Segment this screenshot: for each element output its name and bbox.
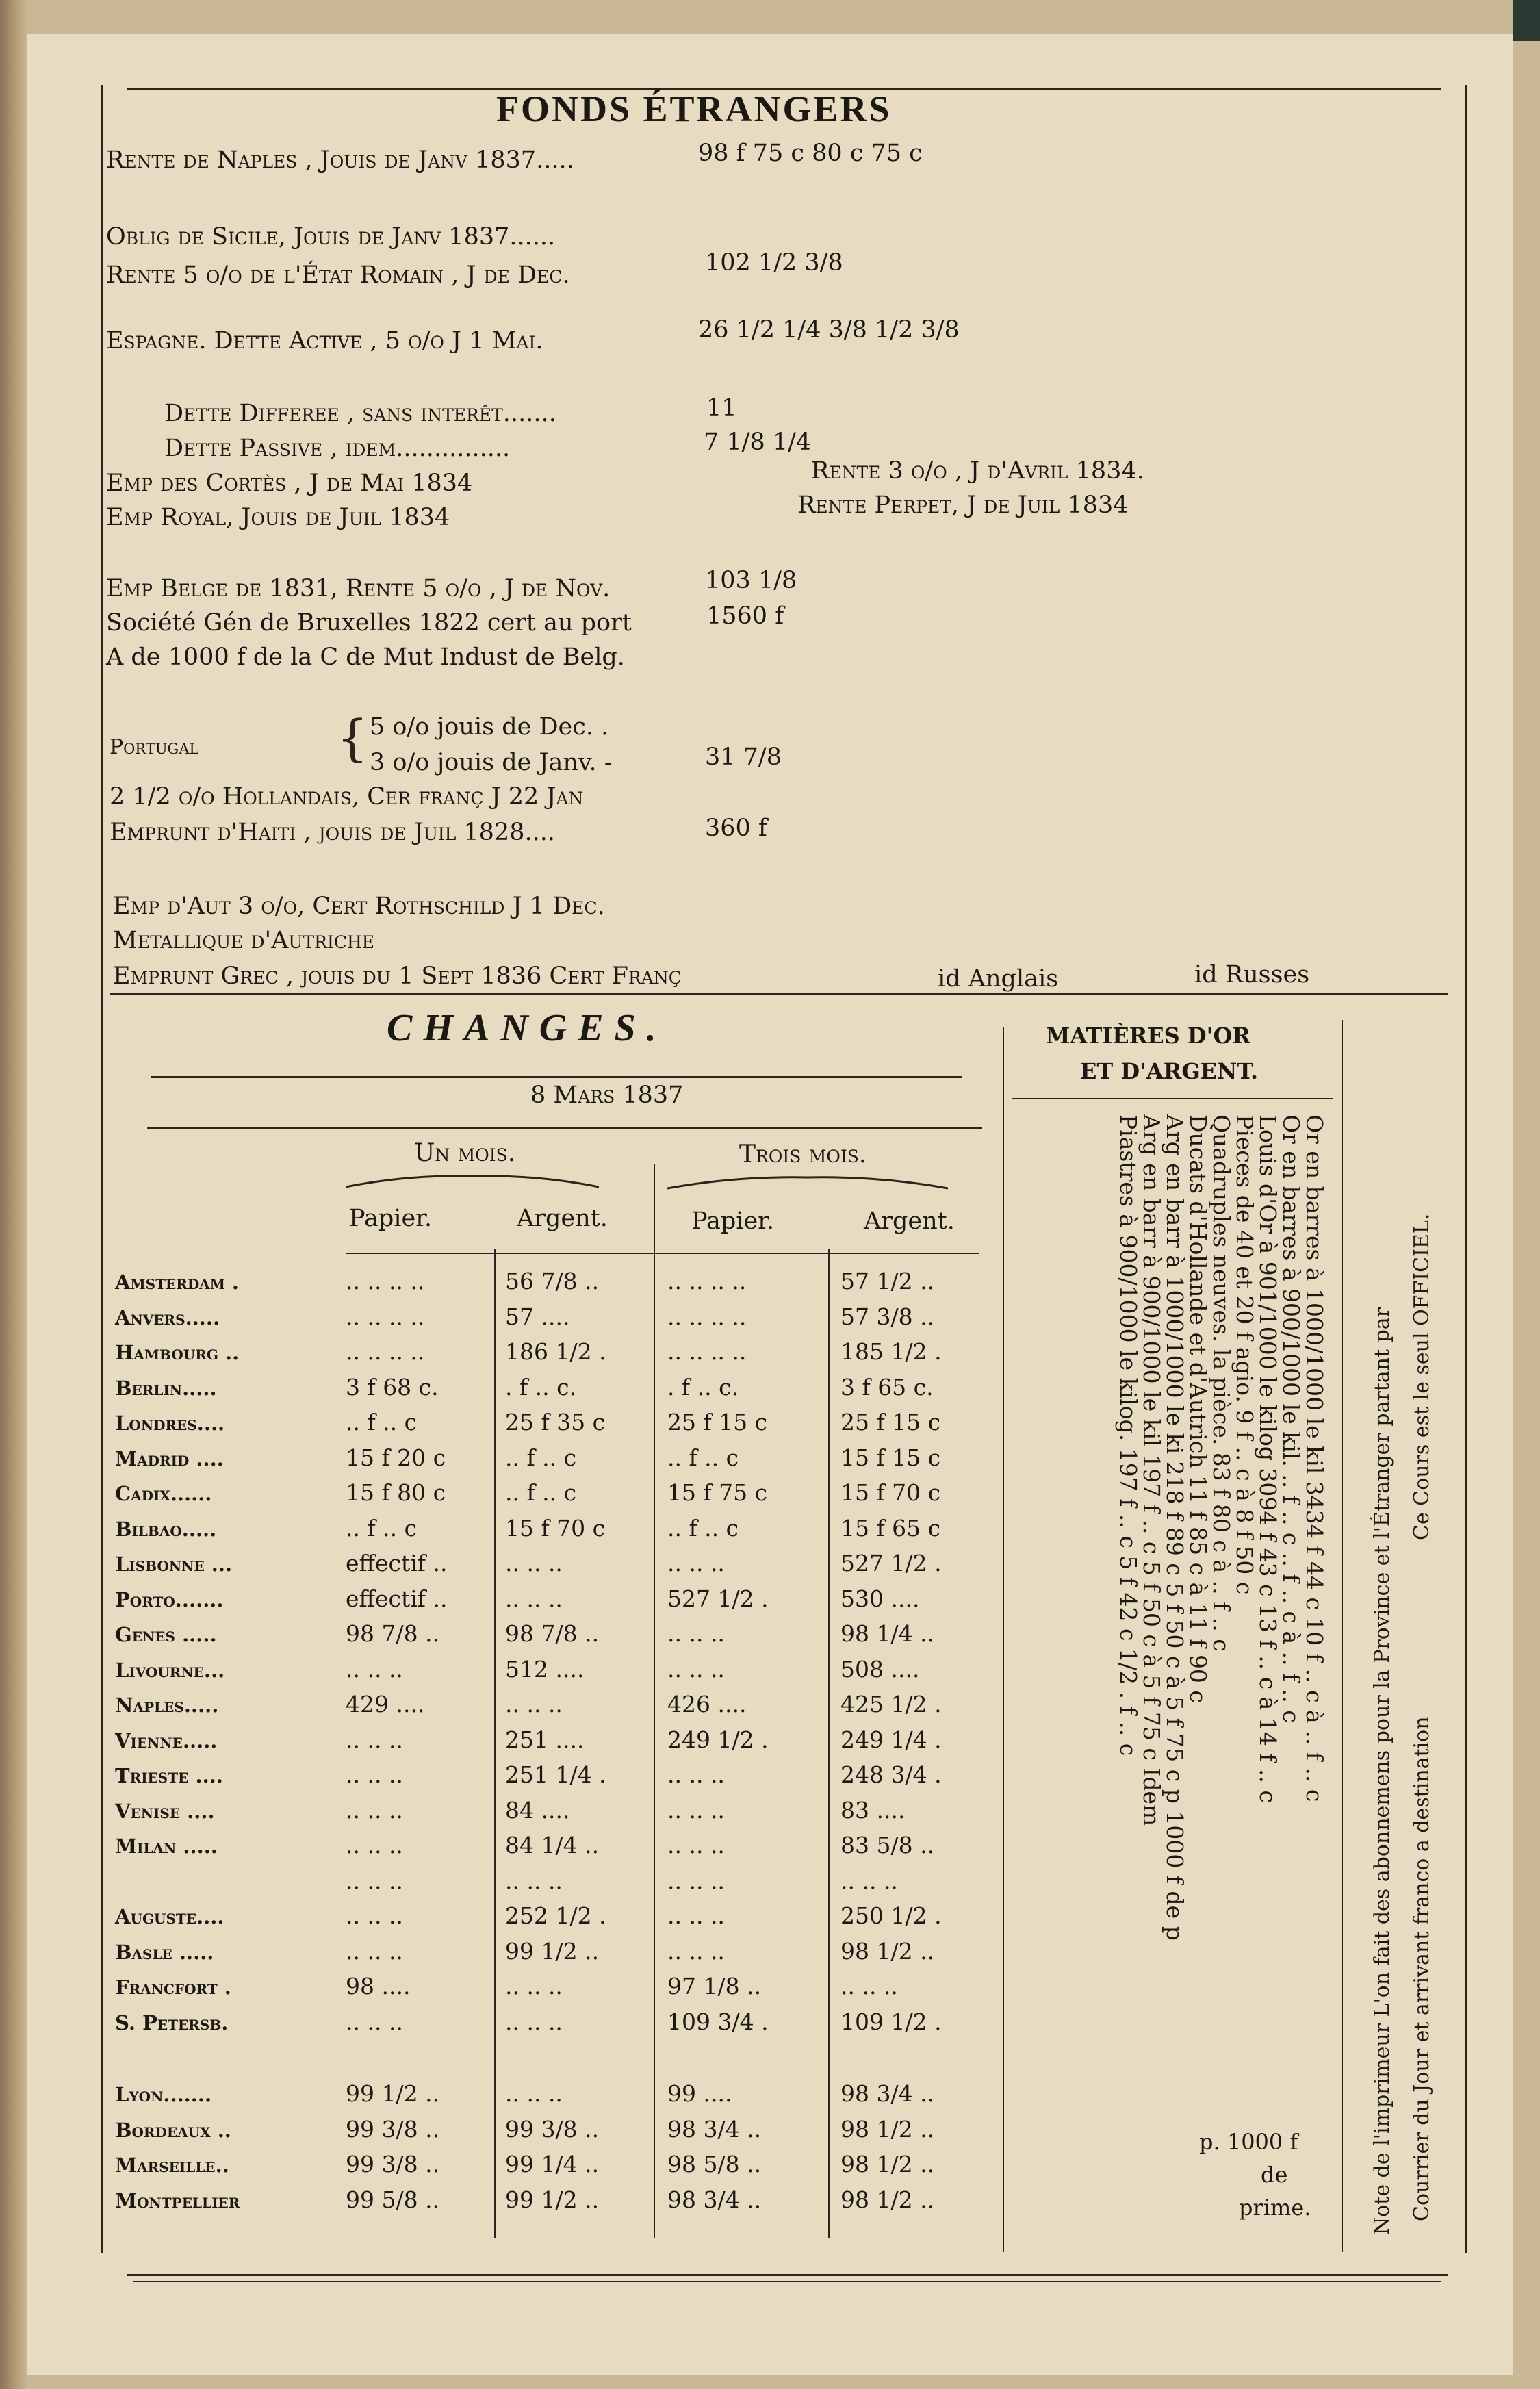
rate-cell: .. .. .. [667, 1902, 725, 1929]
city-label: Bordeaux .. [115, 2118, 231, 2142]
matieres-rule [1012, 1098, 1333, 1099]
fonds-bottom-rule [110, 993, 1448, 995]
side-rente-perpet: Rente Perpet, J de Juil 1834 [797, 491, 1129, 519]
fonds-row: Emp d'Aut 3 o/o, Cert Rothschild J 1 Dec. [113, 893, 605, 920]
matieres-line: Arg en barr à 1000/1000 le ki 218 f 89 c 5 f 50 c à 5 f 75 c p 1000 f de p [1162, 1114, 1188, 1941]
rate-cell: . f .. c. [505, 1373, 577, 1401]
fonds-row: Dette Passive , idem............... [164, 435, 511, 462]
rate-cell: .. .. .. [346, 1867, 403, 1894]
rate-cell: 84 .... [505, 1796, 570, 1824]
changes-title: CHANGES. [387, 1007, 667, 1049]
portugal-brace: { [337, 709, 368, 767]
rate-cell: 251 .... [505, 1726, 585, 1753]
rate-cell: .. .. .. [667, 1796, 725, 1824]
matieres-line: Arg en barr à 900/1000 le kil 197 f .. c 5 f 50 c à 5 f 75 c Idem [1138, 1114, 1165, 1826]
city-label: Auguste.... [115, 1905, 224, 1928]
fonds-value: 103 1/8 [705, 567, 797, 594]
rate-cell: 83 5/8 .. [840, 1832, 935, 1858]
rate-cell: 99 3/8 .. [346, 2115, 440, 2143]
rate-cell: .. .. .. [346, 1902, 403, 1929]
bottom-rule [127, 2274, 1448, 2276]
rate-cell: 530 .... [840, 1585, 920, 1612]
rate-cell: .. .. .. [346, 1832, 403, 1858]
rate-cell: 56 7/8 .. [505, 1268, 600, 1294]
fonds-value: 102 1/2 3/8 [705, 249, 843, 277]
fonds-value: 31 7/8 [705, 743, 782, 771]
rate-cell: 57 3/8 .. [840, 1303, 935, 1330]
col-header-rule [346, 1253, 979, 1254]
rate-cell: 99 1/2 .. [505, 1937, 600, 1965]
rate-cell: .. .. .. [346, 2008, 403, 2035]
trois-mois-header: Trois mois. [739, 1140, 867, 1168]
rate-cell: 15 f 15 c [840, 1444, 941, 1471]
rate-cell: .. f .. c [346, 1514, 418, 1542]
col-rule [654, 1164, 655, 2238]
rate-cell: .. f .. c [346, 1409, 418, 1435]
city-label: Venise .... [115, 1799, 215, 1823]
rate-cell: 98 1/4 .. [840, 1620, 935, 1647]
rate-cell: 250 1/2 . [840, 1902, 942, 1929]
rate-cell: 98 5/8 .. [667, 2151, 762, 2177]
matieres-p1000: p. 1000 f [1199, 2129, 1298, 2155]
note-line-2b-text: Ce Cours est le seul OFFICIEL. [1410, 1213, 1434, 1540]
rate-cell: .. .. .. [667, 1655, 725, 1683]
rate-cell: .. .. .. .. [667, 1303, 747, 1330]
rate-cell: 99 1/2 .. [346, 2080, 440, 2107]
portugal-line: 5 o/o jouis de Dec. . [370, 713, 609, 741]
changes-date-rule [147, 1127, 982, 1129]
fonds-row: Espagne. Dette Active , 5 o/o J 1 Mai. [106, 327, 543, 355]
rate-cell: 426 .... [667, 1691, 747, 1717]
rate-cell: 15 f 70 c [505, 1514, 606, 1542]
rate-cell: 15 f 75 c [667, 1479, 768, 1506]
matieres-prime: prime. [1239, 2195, 1311, 2221]
city-label: Basle ..... [115, 1940, 214, 1964]
trois-mois-bracket [667, 1173, 948, 1191]
rate-cell: 98 1/2 .. [840, 1937, 935, 1965]
note-line-2b [1410, 1214, 1434, 1540]
matieres-title: ET D'ARGENT. [1080, 1058, 1259, 1084]
fonds-row: Rente 5 o/o de l'État Romain , J de Dec. [106, 261, 570, 289]
city-label: Lisbonne ... [115, 1553, 233, 1576]
rate-cell: .. .. .. [667, 1832, 725, 1858]
grec-anglais: id Anglais [938, 965, 1059, 993]
rate-cell: 98 7/8 .. [505, 1620, 600, 1647]
city-label: Bilbao..... [115, 1517, 217, 1541]
rate-cell: 527 1/2 . [667, 1585, 769, 1612]
rate-cell: 99 1/4 .. [505, 2151, 600, 2177]
fonds-row: Société Gén de Bruxelles 1822 cert au port [106, 609, 632, 637]
fonds-value: 98 f 75 c 80 c 75 c [698, 140, 923, 167]
note-line-2a: Courrier du Jour et arrivant franco a destination [1410, 1716, 1434, 2221]
fonds-row: 2 1/2 o/o Hollandais, Cer franç J 22 Jan [110, 783, 584, 810]
col-rule [1342, 1020, 1343, 2252]
city-label: Amsterdam . [115, 1270, 240, 1294]
rate-cell: 429 .... [346, 1691, 425, 1717]
rate-cell: 98 7/8 .. [346, 1620, 440, 1647]
rate-cell: 83 .... [840, 1796, 906, 1824]
rate-cell: .. .. .. .. [346, 1268, 425, 1294]
rate-cell: .. .. .. [667, 1550, 725, 1576]
rate-cell: 25 f 15 c [667, 1409, 768, 1435]
rate-cell: .. .. .. [505, 1867, 563, 1894]
rate-cell: 98 1/2 .. [840, 2151, 935, 2177]
rate-cell: .. .. .. [840, 1867, 898, 1894]
rate-cell: 527 1/2 . [840, 1550, 942, 1576]
rate-cell: .. .. .. [505, 1973, 563, 2000]
changes-title-rule [151, 1076, 962, 1078]
rate-cell: .. .. .. .. [346, 1303, 425, 1330]
city-label: Cadix...... [115, 1482, 212, 1505]
rate-cell: .. f .. c [667, 1514, 739, 1542]
rate-cell: .. .. .. [667, 1620, 725, 1647]
rate-cell: .. f .. c [667, 1444, 739, 1471]
rate-cell: 99 .... [667, 2080, 732, 2107]
rate-cell: . f .. c. [667, 1373, 739, 1401]
city-label: Naples..... [115, 1694, 219, 1717]
city-label: Anvers..... [115, 1305, 220, 1329]
matieres-de: de [1261, 2162, 1288, 2188]
page-edge [0, 0, 27, 2389]
rate-cell: 98 1/2 .. [840, 2186, 935, 2213]
rate-cell: .. .. .. [346, 1726, 403, 1753]
rate-cell: 99 5/8 .. [346, 2186, 440, 2213]
rate-cell: .. f .. c [505, 1479, 577, 1506]
rate-cell: 99 3/8 .. [505, 2115, 600, 2143]
col-rule [828, 1249, 830, 2238]
rate-cell: 15 f 20 c [346, 1444, 446, 1471]
note-line-1: Note de l'imprimeur L'on fait des abonnemens pour la Province et l'Étranger partant par [1370, 1307, 1394, 2235]
fonds-row: Emprunt d'Haiti , jouis de Juil 1828.... [110, 819, 556, 846]
col-rule [494, 1249, 496, 2238]
city-label: Vienne..... [115, 1728, 218, 1752]
fonds-value: 26 1/2 1/4 3/8 1/2 3/8 [698, 316, 960, 344]
rate-cell: 98 3/4 .. [667, 2186, 762, 2213]
rate-cell: 109 1/2 . [840, 2008, 942, 2035]
fonds-title: FONDS ÉTRANGERS [496, 88, 892, 129]
rate-cell: 84 1/4 .. [505, 1832, 600, 1858]
matieres-title: MATIÈRES D'OR [1046, 1023, 1250, 1049]
city-label: Milan ..... [115, 1835, 218, 1858]
rate-cell: 508 .... [840, 1655, 920, 1683]
city-label: Madrid .... [115, 1446, 224, 1470]
rate-cell: .. .. .. [505, 2080, 563, 2107]
rate-cell: 185 1/2 . [840, 1338, 942, 1365]
rate-cell: .. .. .. .. [667, 1268, 747, 1294]
rate-cell: 25 f 15 c [840, 1409, 941, 1435]
rate-cell: 3 f 65 c. [840, 1373, 934, 1401]
un-mois-header: Un mois. [414, 1139, 516, 1167]
matieres-line: Quadruples neuves. la pièce. 83 f 80 c à .. f .. c [1208, 1114, 1235, 1652]
rate-cell: .. .. .. [505, 2008, 563, 2035]
matieres-line: Louis d'Or à 901/1000 le kilog 3094 f 43 c 13 f .. c à 14 f .. c [1255, 1114, 1281, 1803]
matieres-line: Or en barres à 900/1000 le kil. .. f .. c .. f .. c à .. f .. c [1278, 1114, 1305, 1723]
side-rente-3: Rente 3 o/o , J d'Avril 1834. [811, 457, 1144, 485]
city-label: Montpellier [115, 2188, 240, 2212]
fonds-value: 7 1/8 1/4 [704, 429, 812, 456]
col-header-argent-2: Argent. [864, 1208, 955, 1235]
city-label: Porto....... [115, 1587, 224, 1611]
rate-cell: 98 3/4 .. [840, 2080, 935, 2107]
rate-cell: .. f .. c [505, 1444, 577, 1471]
fonds-row: Dette Differee , sans interêt....... [164, 400, 556, 427]
rate-cell: 252 1/2 . [505, 1902, 606, 1929]
rate-cell: 186 1/2 . [505, 1338, 606, 1365]
rate-cell: effectif .. [346, 1550, 448, 1576]
rate-cell: .. .. .. .. [346, 1338, 425, 1365]
city-label: Londres.... [115, 1411, 225, 1435]
city-label: Marseille.. [115, 2154, 229, 2177]
rate-cell: 512 .... [505, 1655, 585, 1683]
city-label: Berlin..... [115, 1376, 217, 1400]
rate-cell: .. .. .. [840, 1973, 898, 2000]
rate-cell: 57 1/2 .. [840, 1268, 935, 1294]
rate-cell: 99 1/2 .. [505, 2186, 600, 2213]
rate-cell: 15 f 65 c [840, 1514, 941, 1542]
rate-cell: 98 3/4 .. [667, 2115, 762, 2143]
matieres-line: Piastres à 900/1000 le kilog. 197 f .. c 5 f 42 c 1/2 . f .. c [1115, 1114, 1142, 1756]
fonds-row: Portugal [110, 735, 199, 759]
rate-cell: 57 .... [505, 1303, 570, 1330]
city-label: Trieste .... [115, 1764, 223, 1787]
city-label: S. Petersb. [115, 2010, 229, 2034]
rate-cell: .. .. .. [505, 1691, 563, 1717]
fonds-value: 360 f [705, 815, 767, 842]
rate-cell: .. .. .. [505, 1585, 563, 1612]
un-mois-bracket [346, 1172, 599, 1190]
rate-cell: 97 1/8 .. [667, 1973, 762, 2000]
rate-cell: .. .. .. [346, 1796, 403, 1824]
rate-cell: 25 f 35 c [505, 1409, 606, 1435]
fonds-row: Emp Belge de 1831, Rente 5 o/o , J de Nov. [106, 575, 611, 602]
rate-cell: effectif .. [346, 1585, 448, 1612]
fonds-row: Emprunt Grec , jouis du 1 Sept 1836 Cert Franç [113, 962, 682, 990]
fonds-row: Oblig de Sicile, Jouis de Janv 1837...... [106, 223, 556, 251]
rate-cell: .. .. .. [346, 1937, 403, 1965]
fonds-row: Emp Royal, Jouis de Juil 1834 [106, 504, 450, 531]
rate-cell: .. .. .. [346, 1761, 403, 1788]
fonds-value: 1560 f [706, 602, 784, 630]
rate-cell: .. .. .. [505, 1550, 563, 1576]
col-header-papier-1: Papier. [349, 1205, 433, 1232]
rate-cell: 15 f 70 c [840, 1479, 941, 1506]
matieres-line: Pieces de 40 et 20 f agio. 9 f .. c à 8 f 50 c [1231, 1114, 1258, 1595]
city-label: Genes ..... [115, 1623, 217, 1646]
col-rule [1003, 1027, 1004, 2252]
matieres-line: Or en barres à 1000/1000 le kil 3434 f 44 c 10 f .. c à .. f .. c [1301, 1114, 1328, 1802]
city-label: Francfort . [115, 1976, 231, 1999]
fonds-value: 11 [706, 394, 737, 422]
rate-cell: 3 f 68 c. [346, 1373, 439, 1401]
fonds-row: Rente de Naples , Jouis de Janv 1837..... [106, 146, 574, 174]
rate-cell: 248 3/4 . [840, 1761, 942, 1788]
changes-date: 8 Mars 1837 [530, 1082, 684, 1109]
city-label: Hambourg .. [115, 1341, 240, 1364]
rate-cell: 98 .... [346, 1973, 411, 2000]
fonds-row: Emp des Cortès , J de Mai 1834 [106, 470, 473, 497]
col-header-papier-2: Papier. [691, 1208, 775, 1235]
rate-cell: 425 1/2 . [840, 1691, 942, 1717]
rate-cell: 251 1/4 . [505, 1761, 606, 1788]
rate-cell: 99 3/8 .. [346, 2151, 440, 2177]
rate-cell: .. .. .. .. [667, 1338, 747, 1365]
grec-russes: id Russes [1194, 961, 1310, 988]
fonds-row: A de 1000 f de la C de Mut Indust de Belg. [106, 643, 625, 671]
rate-cell: 249 1/4 . [840, 1726, 942, 1753]
fonds-row: Metallique d'Autriche [113, 927, 375, 954]
rate-cell: .. .. .. [667, 1867, 725, 1894]
rate-cell: 15 f 80 c [346, 1479, 446, 1506]
rate-cell: .. .. .. [667, 1761, 725, 1788]
col-header-argent-1: Argent. [517, 1205, 608, 1232]
portugal-line: 3 o/o jouis de Janv. - [370, 749, 613, 776]
city-label: Livourne... [115, 1658, 225, 1682]
rate-cell: .. .. .. [667, 1937, 725, 1965]
rate-cell: 249 1/2 . [667, 1726, 769, 1753]
bottom-rule-2 [133, 2281, 1441, 2282]
rate-cell: 98 1/2 .. [840, 2115, 935, 2143]
rate-cell: .. .. .. [346, 1655, 403, 1683]
book-binding [1513, 0, 1540, 41]
rate-cell: 109 3/4 . [667, 2008, 769, 2035]
city-label: Lyon....... [115, 2083, 212, 2106]
matieres-line: Ducats d'Hollande et d'Autrich 11 f 85 c à 11 f 90 c [1185, 1114, 1211, 1703]
